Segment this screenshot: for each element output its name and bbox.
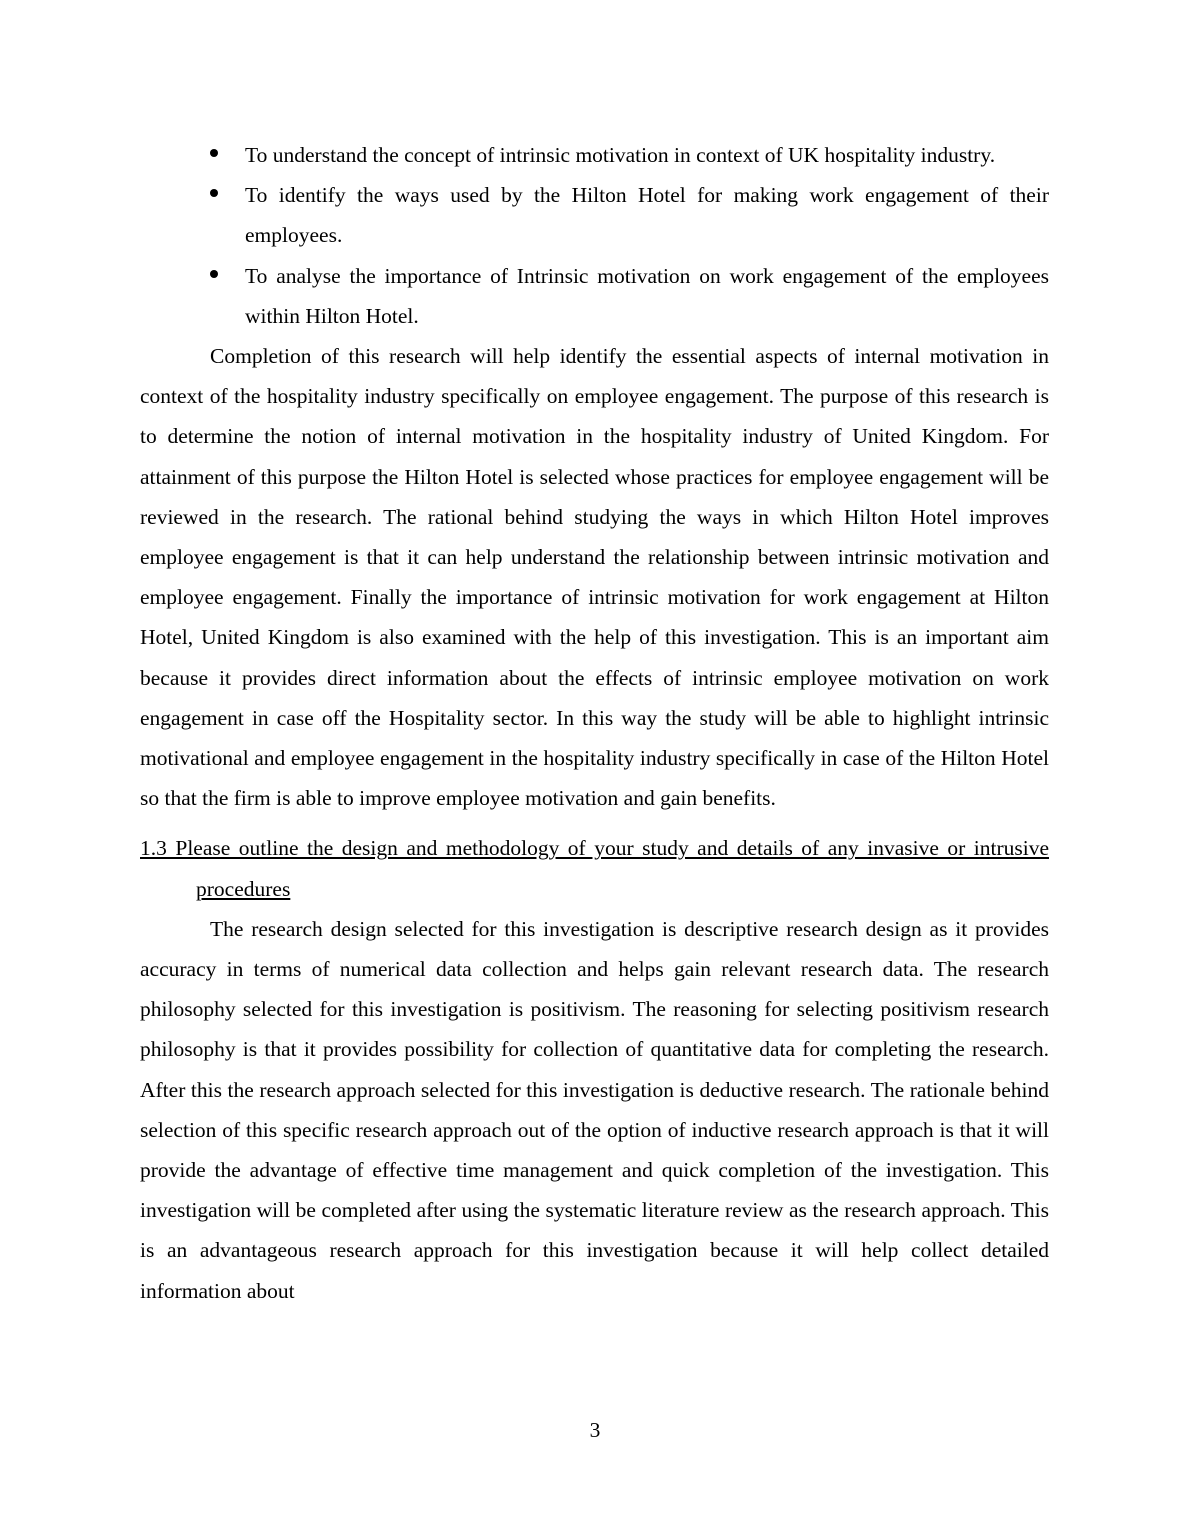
list-item bbox=[140, 256, 1049, 336]
bullet-icon bbox=[210, 189, 218, 197]
body-paragraph-research-purpose: Completion of this research will help identify the essential aspects of internal motivation in context of the hospitality industry specifically on employee engagement. The purpose of this research is to determine the notion of internal motivation in the hospitality industry of United Kingdom. For attainment of this purpose the Hilton Hotel is selected whose practices for employee engagement will be reviewed in the research. The rational behind studying the ways in which Hilton Hotel improves employee engagement is that it can help understand the relationship between intrinsic motivation and employee engagement. Finally the importance of intrinsic motivation for work engagement at Hilton Hotel, United Kingdom is also examined with the help of this investigation. This is an important aim because it provides direct information about the effects of intrinsic employee motivation on work engagement in case off the Hospitality sector. In this way the study will be able to highlight intrinsic motivational and employee engagement in the hospitality industry specifically in case of the Hilton Hotel so that the firm is able to improve employee motivation and gain benefits. bbox=[140, 344, 1049, 811]
section-heading-methodology: 1.3 Please outline the design and methodology of your study and details of any invasive or intrusive procedures bbox=[140, 836, 1049, 901]
list-item bbox=[140, 135, 1049, 175]
objective-text: To understand the concept of intrinsic motivation in context of UK hospitality industry. bbox=[245, 143, 996, 167]
document-page bbox=[140, 135, 1049, 1311]
objective-text: To analyse the importance of Intrinsic motivation on work engagement of the employees within Hilton Hotel. bbox=[245, 263, 1049, 328]
page-number: 3 bbox=[589, 1418, 601, 1442]
objectives-list bbox=[140, 135, 1049, 336]
objective-text: To identify the ways used by the Hilton Hotel for making work engagement of their employees. bbox=[245, 183, 1049, 248]
bullet-icon bbox=[210, 149, 218, 157]
bullet-icon bbox=[210, 270, 218, 278]
body-paragraph-research-design: The research design selected for this investigation is descriptive research design as it provides accuracy in terms of numerical data collection and helps gain relevant research data. The research philosophy selected for this investigation is positivism. The reasoning for selecting positivism research philosophy is that it provides possibility for collection of quantitative data for completing the research. After this the research approach selected for this investigation is deductive research. The rationale behind selection of this specific research approach out of the option of inductive research approach is that it will provide the advantage of effective time management and quick completion of the investigation. This investigation will be completed after using the systematic literature review as the research approach. This is an advantageous research approach for this investigation because it will help collect detailed information about bbox=[140, 916, 1049, 1303]
list-item bbox=[140, 175, 1049, 255]
